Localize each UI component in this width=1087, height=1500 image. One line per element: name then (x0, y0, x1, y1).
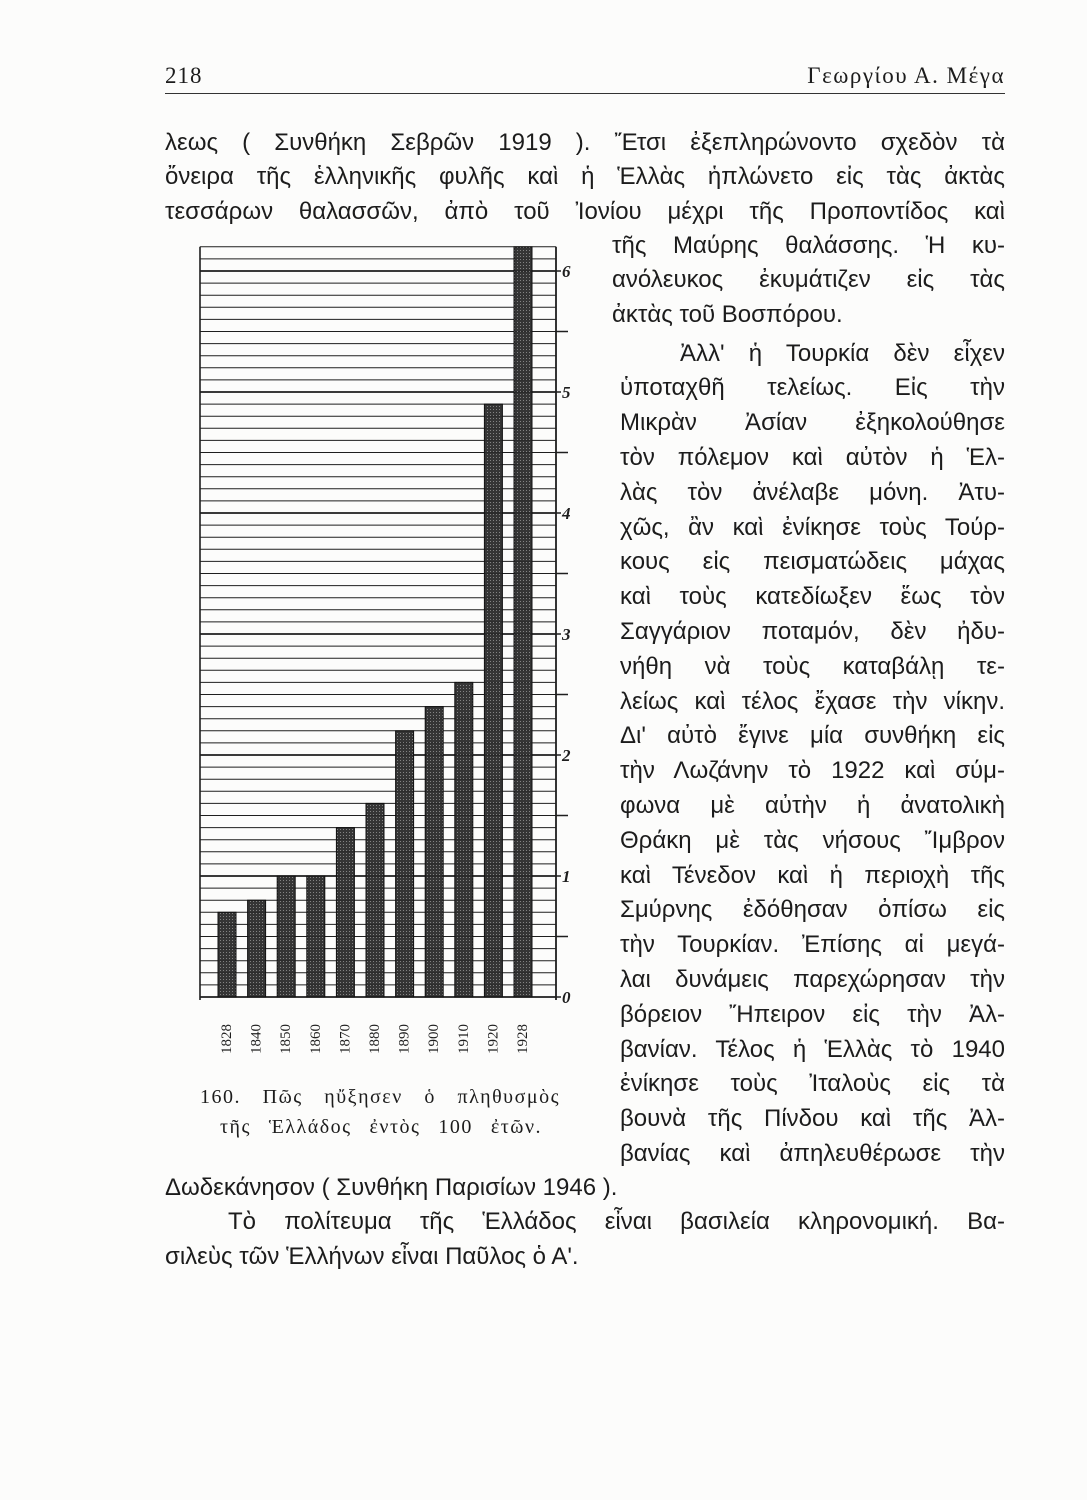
body-line: ὑποταχθῆ τελείως. Εἰς τὴν (620, 374, 1005, 402)
body-line: χῶς, ἂν καὶ ἐνίκησε τοὺς Τούρ- (620, 513, 1005, 541)
x-category-label: 1870 (337, 1024, 354, 1054)
bar-1840 (248, 900, 266, 997)
body-line: ανόλευκος ἐκυμάτιζεν εἰς τὰς (612, 266, 1005, 294)
y-tick-label: 4 (562, 504, 571, 523)
population-bar-chart (180, 235, 595, 1075)
bar-1920 (484, 404, 502, 997)
bar-1880 (366, 803, 384, 997)
y-tick-label: 2 (562, 746, 571, 765)
body-line: νήθη νὰ τοὺς καταβάλῃ τε- (620, 652, 1005, 680)
body-line: λείως καὶ τέλος ἔχασε τὴν νίκην. (620, 687, 1005, 715)
body-line: καὶ τοὺς κατεδίωξεν ἕως τὸν (620, 583, 1005, 611)
text-block-bottom (165, 1171, 1005, 1275)
body-line: ὄνειρα τῆς ἑλληνικῆς φυλῆς καὶ ἡ Ἑλλὰς ἡπλώνετο εἰς τὰς ἀκτὰς (165, 163, 1005, 191)
x-category-label: 1850 (278, 1024, 295, 1054)
bar-1900 (425, 707, 443, 997)
x-category-label: 1928 (515, 1024, 531, 1054)
header-rule (165, 93, 1005, 94)
x-category-label: 1840 (248, 1024, 265, 1054)
figure-caption-line: τῆς Ἑλλάδος ἐντὸς 100 ἐτῶν. (220, 1116, 542, 1138)
body-line: Δι' αὐτὸ ἔγινε μία συνθήκη εἰς (620, 722, 1005, 750)
y-tick-label: 6 (562, 262, 571, 281)
body-line: φωνα μὲ αὐτὴν ἡ ἀνατολικὴ (620, 791, 1005, 819)
x-category-label: 1900 (426, 1024, 443, 1054)
body-line: βόρειον Ἤπειρον εἰς τὴν Ἀλ- (620, 1000, 1005, 1028)
body-line: ἀκτὰς τοῦ Βοσπόρου. (612, 301, 843, 329)
body-line: λαι δυνάμεις παρεχώρησαν τὴν (620, 965, 1005, 993)
bar-1828 (218, 912, 236, 997)
body-line: Σαγγάριον ποταμόν, δὲν ἠδυ- (620, 617, 1005, 645)
x-category-label: 1890 (396, 1024, 413, 1054)
x-category-label: 1920 (485, 1024, 502, 1054)
text-block-top (165, 126, 1005, 230)
figure-caption-line: 160. Πῶς ηὔξησεν ὁ πληθυσμὸς (200, 1086, 560, 1108)
body-line: τὸν πόλεμον καὶ αὐτὸν ἡ Ἑλ- (620, 443, 1005, 471)
bar-1850 (277, 876, 295, 997)
y-tick-label: 5 (562, 383, 571, 402)
body-line: σιλεὺς τῶν Ἑλλήνων εἶναι Παῦλος ὁ Α'. (165, 1243, 579, 1271)
body-line: Θράκη μὲ τὰς νήσους Ἴμβρον (620, 826, 1005, 854)
y-tick-label: 0 (562, 988, 571, 1007)
bar-1910 (455, 682, 473, 997)
bar-1870 (336, 828, 354, 997)
body-line: Μικρὰν Ἀσίαν ἐξηκολούθησε (620, 409, 1005, 437)
bar-1928 (514, 247, 532, 997)
body-line: τὴν Λωζάνην τὸ 1922 καὶ σύμ- (620, 757, 1005, 785)
y-tick-label: 1 (562, 867, 571, 886)
y-tick-label: 3 (562, 625, 571, 644)
bar-1860 (307, 876, 325, 997)
x-category-label: 1880 (367, 1024, 383, 1054)
body-line: Ἀλλ' ἡ Τουρκία δὲν εἶχεν (680, 339, 1005, 367)
body-line: καὶ Τένεδον καὶ ἡ περιοχὴ τῆς (620, 861, 1005, 889)
body-line: βανίαν. Τέλος ἡ Ἑλλὰς τὸ 1940 (620, 1035, 1005, 1063)
body-line: τὴν Τουρκίαν. Ἐπίσης αἱ μεγά- (620, 931, 1005, 959)
body-line: Δωδεκάνησον ( Συνθήκη Παρισίων 1946 ). (165, 1173, 618, 1201)
body-line: τῆς Μαύρης θαλάσσης. Ἡ κυ- (612, 231, 1005, 259)
body-line: βανίας καὶ ἀπηλευθέρωσε τὴν (620, 1139, 1005, 1167)
running-title: Γεωργίου Α. Μέγα (807, 63, 1005, 88)
body-line: λεως ( Συνθήκη Σεβρῶν 1919 ). Ἔτσι ἐξεπληρώνοντο σχεδὸν τὰ (165, 128, 1005, 156)
x-category-label: 1910 (455, 1024, 472, 1054)
x-category-label: 1828 (219, 1024, 235, 1054)
x-category-label: 1860 (307, 1024, 324, 1054)
body-line: τεσσάρων θαλασσῶν, ἀπὸ τοῦ Ἰονίου μέχρι τῆς Προποντίδος καὶ (165, 198, 1005, 226)
body-line: κους εἰς πεισματώδεις μάχας (620, 548, 1005, 576)
body-line: βουνὰ τῆς Πίνδου καὶ τῆς Ἀλ- (620, 1105, 1005, 1133)
body-line: Τὸ πολίτευμα τῆς Ἑλλάδος εἶναι βασιλεία κληρονομική. Βα- (228, 1208, 1005, 1236)
body-line: ἐνίκησε τοὺς Ἰταλοὺς εἰς τὰ (620, 1070, 1005, 1098)
column-paragraph-2 (620, 337, 1005, 1172)
column-paragraph-1 (612, 229, 1005, 333)
page-number: 218 (165, 63, 203, 88)
body-line: λὰς τὸν ἀνέλαβε μόνη. Ἀτυ- (620, 478, 1005, 506)
body-line: Σμύρνης ἐδόθησαν ὀπίσω εἰς (620, 896, 1005, 924)
bar-1890 (396, 731, 414, 997)
